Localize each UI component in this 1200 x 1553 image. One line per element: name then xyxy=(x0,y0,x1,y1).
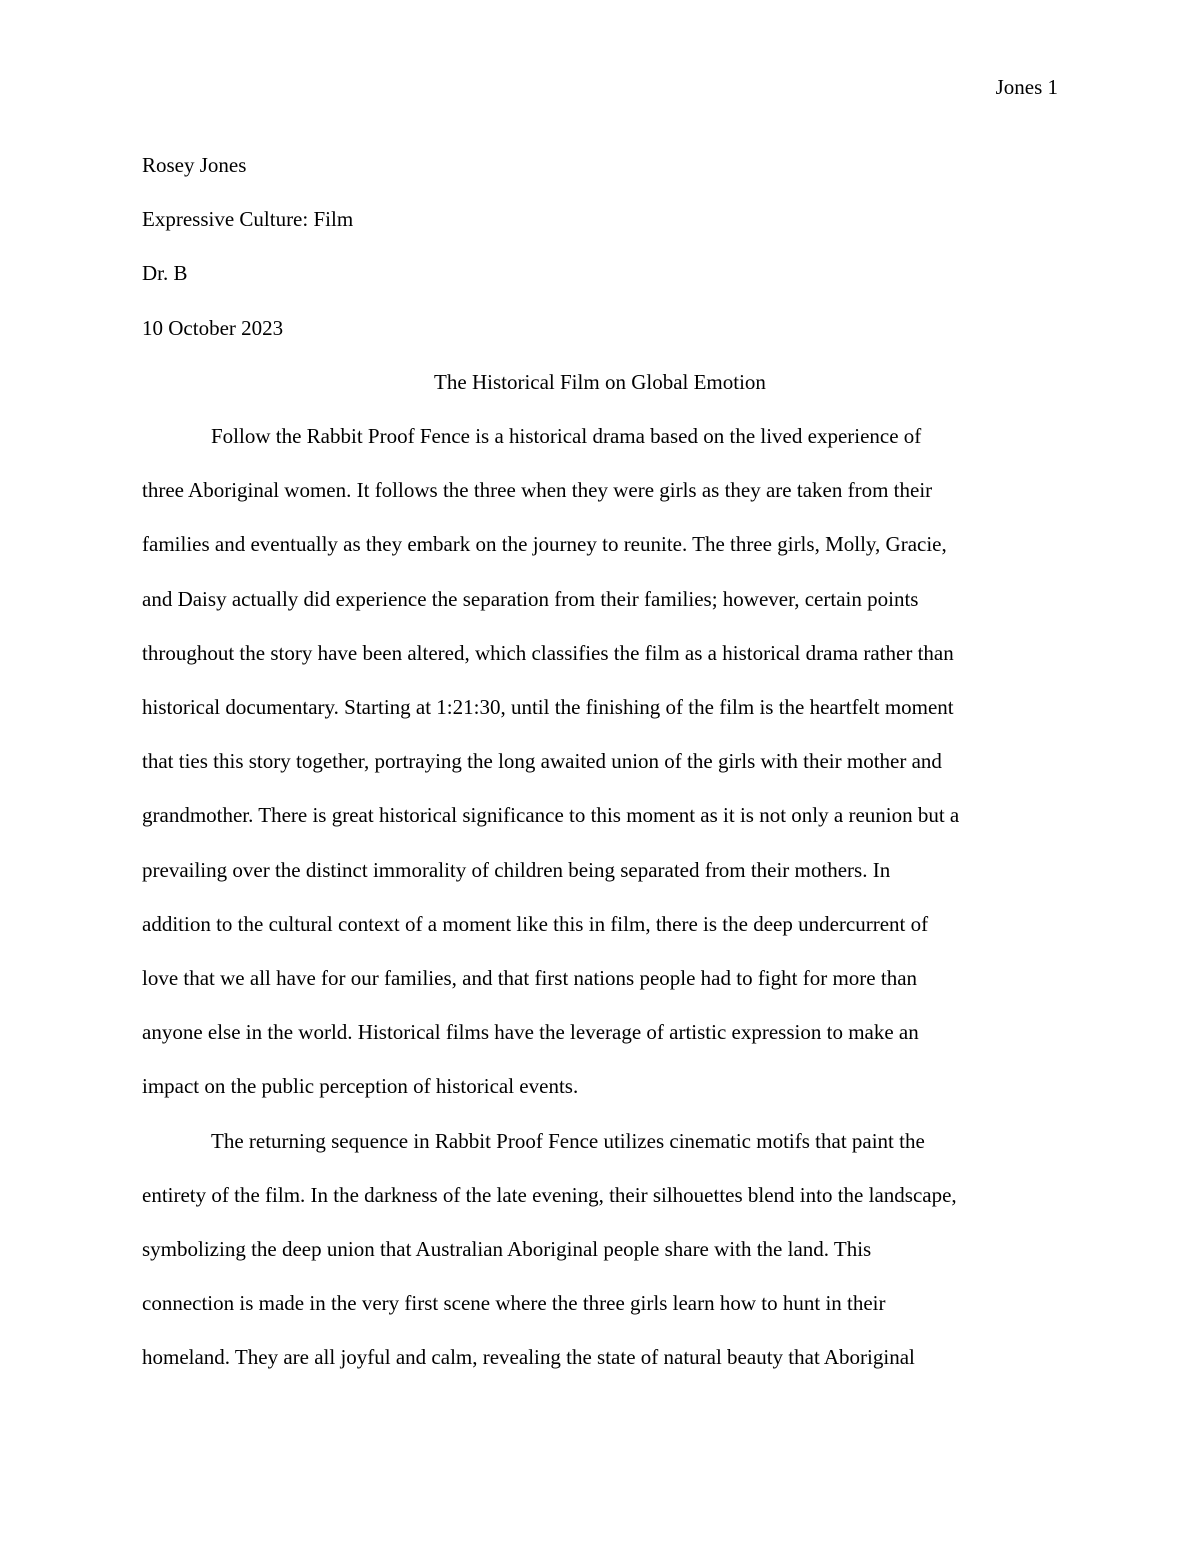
paragraph-line: and Daisy actually did experience the separation from their families; however, certain points xyxy=(142,586,919,611)
paragraph-line: The returning sequence in Rabbit Proof Fence utilizes cinematic motifs that paint the xyxy=(211,1128,925,1153)
author-name: Rosey Jones xyxy=(142,153,247,177)
paragraph-line: connection is made in the very first scene where the three girls learn how to hunt in their xyxy=(142,1291,886,1316)
running-head: Jones 1 xyxy=(995,75,1058,99)
paragraph-line: addition to the cultural context of a moment like this in film, there is the deep undercurrent of xyxy=(142,911,929,936)
paragraph-line: love that we all have for our families, and that first nations people had to fight for more than xyxy=(142,966,918,991)
paragraph-1 xyxy=(142,409,1058,1114)
paragraph-line: anyone else in the world. Historical films have the leverage of artistic expression to make an xyxy=(142,1020,919,1045)
paragraph-line: Follow the Rabbit Proof Fence is a historical drama based on the lived experience of xyxy=(211,424,922,449)
paragraph-2 xyxy=(142,1114,1058,1385)
paragraph-line: grandmother. There is great historical significance to this moment as it is not only a reunion but a xyxy=(142,803,960,828)
paragraph-line: homeland. They are all joyful and calm, revealing the state of natural beauty that Aboriginal xyxy=(142,1345,915,1370)
paragraph-line: impact on the public perception of historical events. xyxy=(142,1074,579,1099)
instructor-name: Dr. B xyxy=(142,261,188,286)
course-name: Expressive Culture: Film xyxy=(142,207,354,232)
paragraph-line: that ties this story together, portraying the long awaited union of the girls with their mother and xyxy=(142,749,942,774)
paragraph-line: historical documentary. Starting at 1:21:30, until the finishing of the film is the heartfelt moment xyxy=(142,695,954,720)
paragraph-line: families and eventually as they embark on the journey to reunite. The three girls, Molly, Gracie, xyxy=(142,532,947,557)
paragraph-line: entirety of the film. In the darkness of the late evening, their silhouettes blend into the landscape, xyxy=(142,1182,957,1207)
paragraph-line: three Aboriginal women. It follows the three when they were girls as they are taken from their xyxy=(142,478,933,503)
document-body xyxy=(142,138,1058,1385)
paragraph-line: throughout the story have been altered, which classifies the film as a historical drama rather than xyxy=(142,640,954,665)
essay-title: The Historical Film on Global Emotion xyxy=(434,369,766,394)
paragraph-line: prevailing over the distinct immorality of children being separated from their mothers. In xyxy=(142,857,891,882)
paragraph-line: symbolizing the deep union that Australian Aboriginal people share with the land. This xyxy=(142,1237,872,1262)
document-date: 10 October 2023 xyxy=(142,315,284,340)
